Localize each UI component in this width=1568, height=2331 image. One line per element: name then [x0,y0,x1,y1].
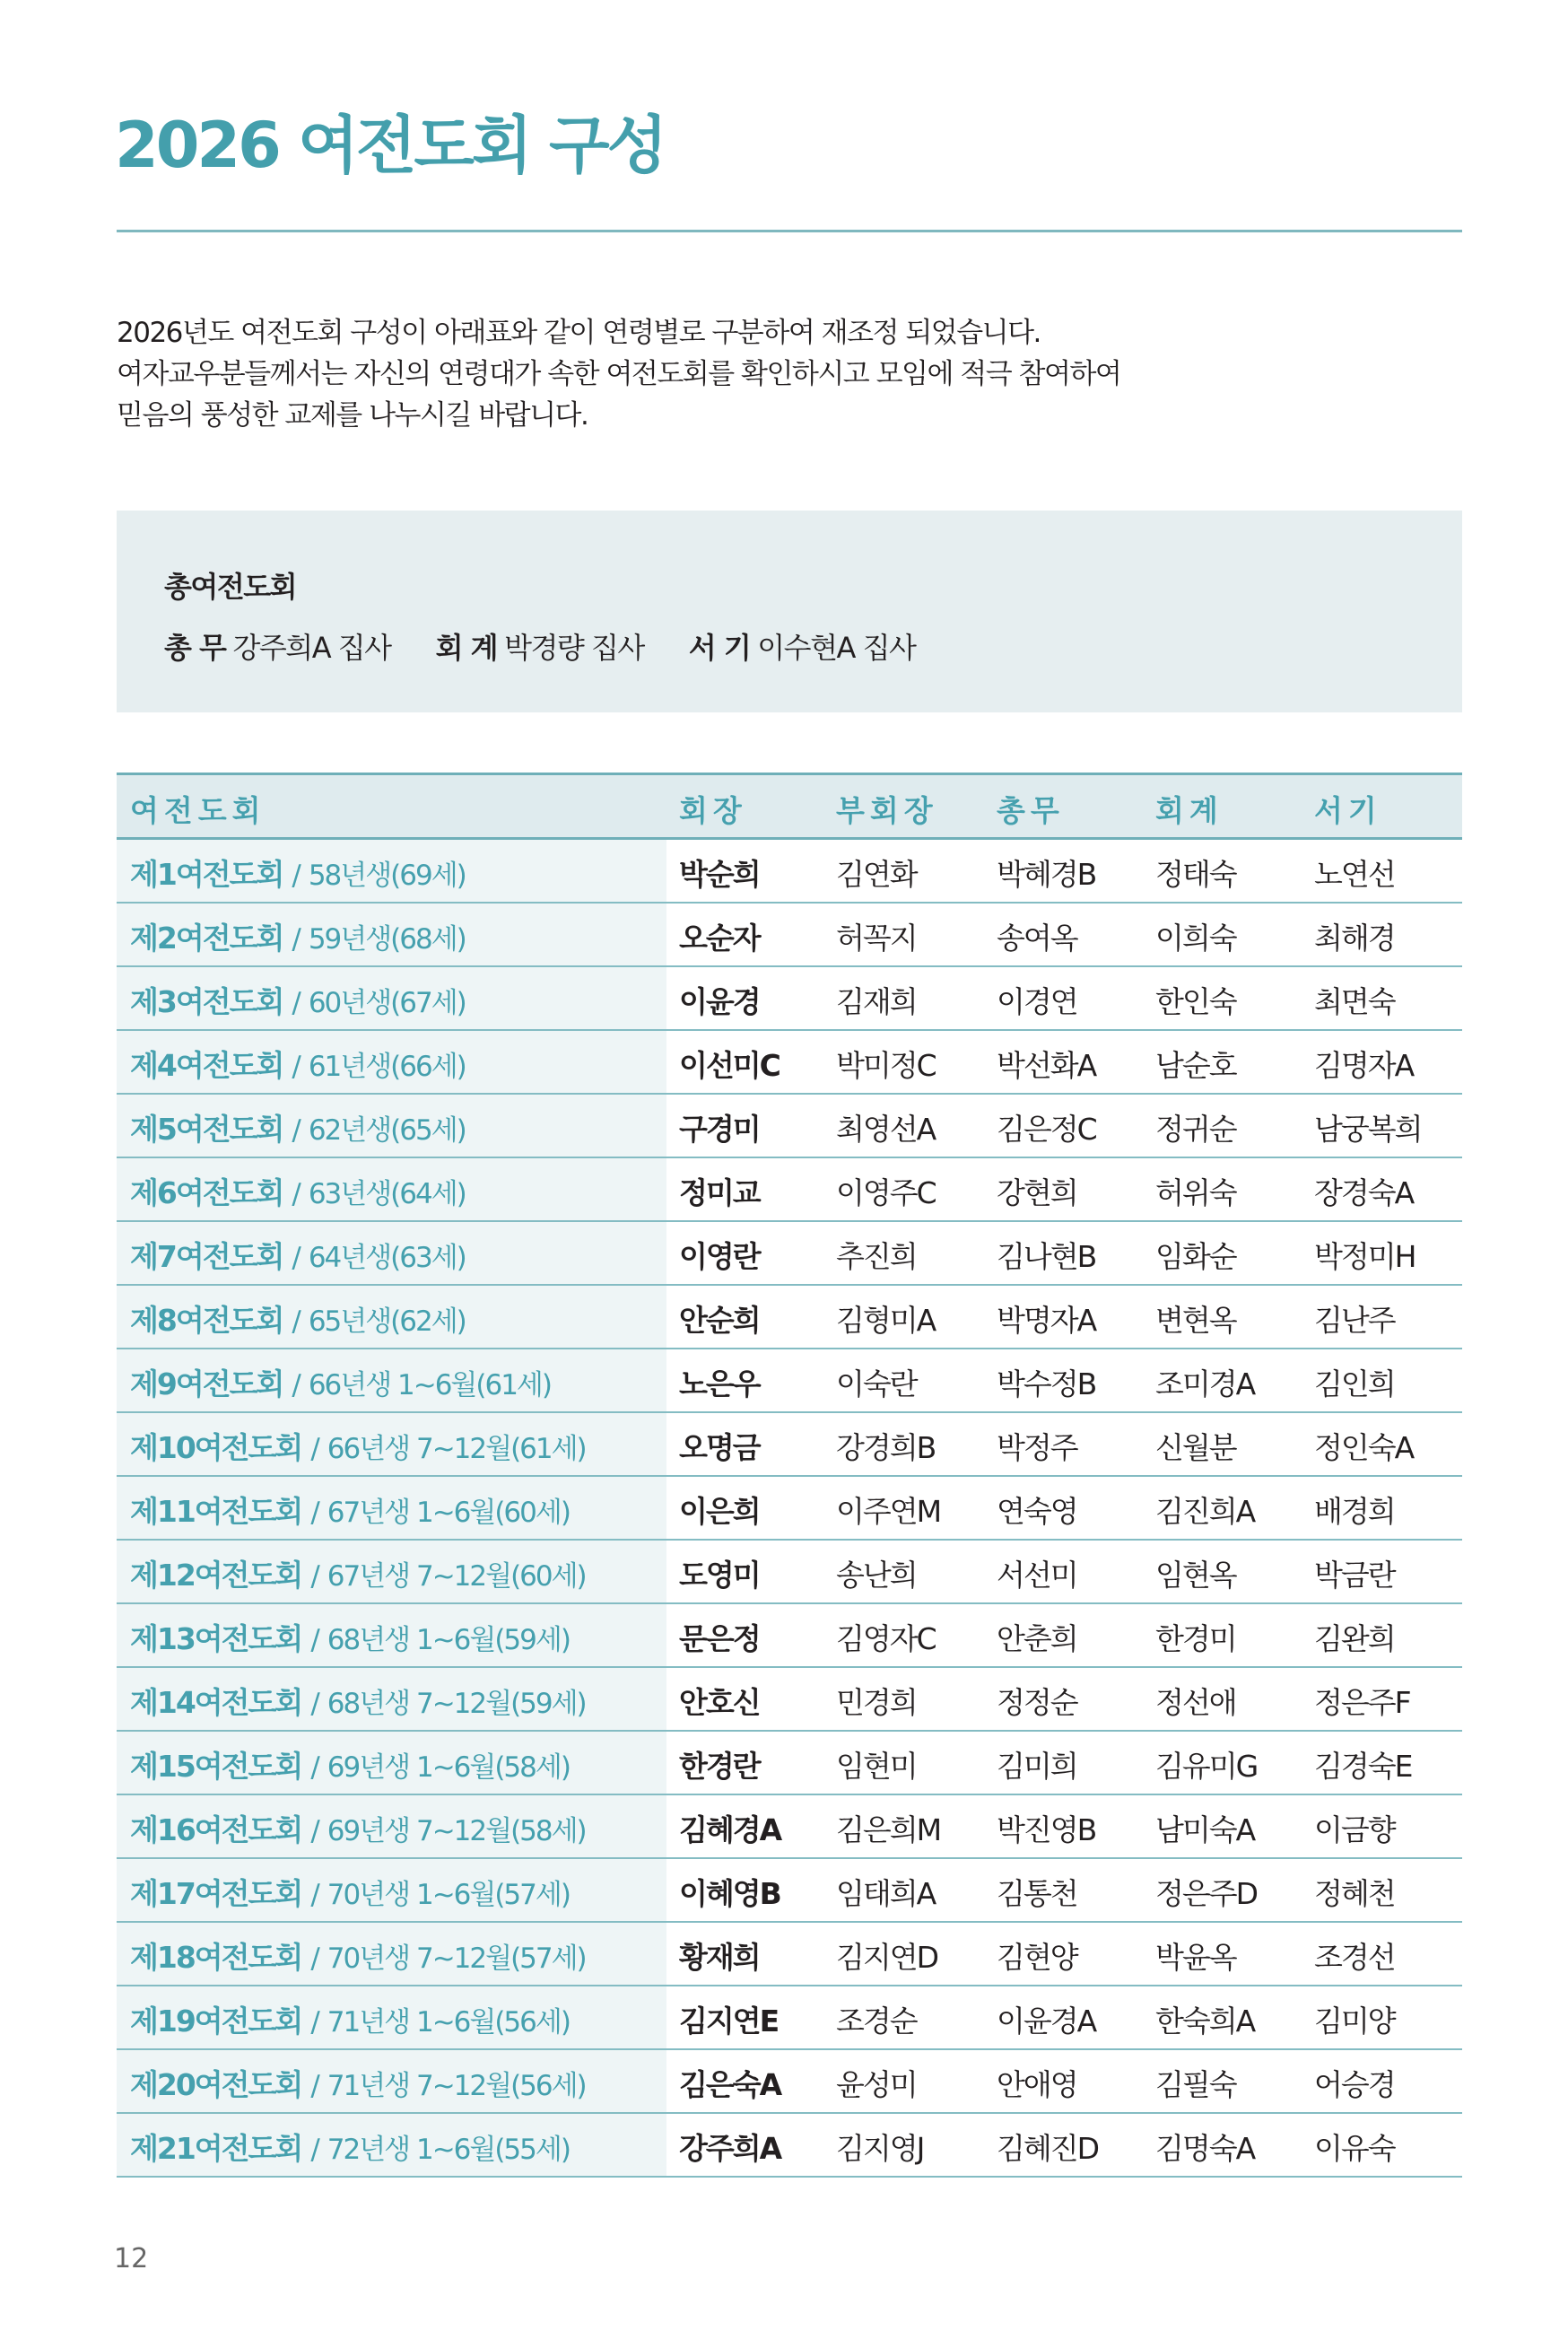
group-cell [130,1297,466,1340]
officer-treasurer [436,625,644,667]
table-row [117,1859,1462,1923]
general-committee-box [117,511,1462,712]
vice-president-cell: 김은희M [836,1812,941,1847]
president-cell: 도영미 [679,1558,760,1593]
table-row [117,1668,1462,1732]
group-birth-range: 62년생(65세) [308,1114,466,1147]
general-affairs-cell: 이윤경A [997,2004,1096,2039]
general-affairs-cell: 박명자A [997,1303,1096,1338]
table-row [117,1986,1462,2050]
group-birth-range: 69년생 1~6월(58세) [327,1751,570,1784]
group-separator: / [310,1688,318,1720]
group-separator: / [310,1433,318,1465]
president-cell: 이영란 [679,1239,760,1274]
secretary-cell: 김인희 [1314,1366,1395,1401]
general-affairs-cell: 김현양 [997,1940,1077,1975]
officer-role: 회 계 [435,631,498,665]
president-cell: 이윤경 [679,984,760,1019]
treasurer-cell: 한인숙 [1155,984,1236,1019]
treasurer-cell: 남미숙A [1155,1812,1255,1847]
group-cell [130,1425,586,1467]
group-separator: / [310,1815,318,1847]
group-separator: / [292,923,300,956]
vice-president-cell: 김재희 [836,984,917,1019]
general-affairs-cell: 김혜진D [997,2131,1099,2166]
header-vice-president: 부회장 [836,793,938,828]
group-separator: / [292,1242,300,1274]
group-birth-range: 64년생(63세) [308,1242,466,1274]
group-name: 제12여전도회 [130,1558,302,1593]
group-cell [130,1489,570,1531]
group-birth-range: 61년생(66세) [308,1051,466,1083]
group-cell [130,1552,586,1594]
table-row [117,1923,1462,1986]
secretary-cell: 김난주 [1314,1303,1395,1338]
general-affairs-cell: 정정순 [997,1685,1077,1720]
secretary-cell: 어승경 [1314,2067,1395,2102]
president-cell: 김지연E [679,2004,779,2039]
table-row [117,1477,1462,1541]
treasurer-cell: 임현옥 [1155,1558,1236,1593]
general-affairs-cell: 송여옥 [997,921,1077,956]
vice-president-cell: 김지연D [836,1940,938,1975]
committee-table [117,773,1462,2178]
general-affairs-cell: 김통천 [997,1876,1077,1911]
officer-name: 강주희A 집사 [232,631,391,665]
group-birth-range: 68년생 1~6월(59세) [327,1624,570,1656]
group-separator: / [310,2070,318,2102]
officer-role: 총 무 [164,631,226,665]
vice-president-cell: 강경희B [836,1430,936,1465]
vice-president-cell: 박미정C [836,1048,936,1083]
table-row [117,1604,1462,1668]
group-separator: / [292,860,300,892]
general-affairs-cell: 김나현B [997,1239,1096,1274]
president-cell: 황재희 [679,1940,760,1975]
president-cell: 박순희 [679,857,760,892]
treasurer-cell: 김유미G [1155,1749,1258,1784]
treasurer-cell: 정은주D [1155,1876,1258,1911]
president-cell: 정미교 [679,1175,760,1210]
group-cell [130,1361,551,1403]
general-affairs-cell: 박선화A [997,1048,1096,1083]
officer-name: 이수현A 집사 [757,631,916,665]
table-row [117,1158,1462,1222]
group-name: 제1여전도회 [130,857,283,892]
officer-general [164,625,391,667]
vice-president-cell: 조경순 [836,2004,917,2039]
vice-president-cell: 임현미 [836,1749,917,1784]
table-row [117,1541,1462,1604]
treasurer-cell: 박윤옥 [1155,1940,1236,1975]
secretary-cell: 장경숙A [1314,1175,1414,1210]
general-affairs-cell: 이경연 [997,984,1077,1019]
treasurer-cell: 정태숙 [1155,857,1236,892]
group-birth-range: 70년생 1~6월(57세) [327,1879,570,1911]
table-row [117,967,1462,1031]
group-birth-range: 58년생(69세) [308,860,466,892]
group-name: 제19여전도회 [130,2004,302,2039]
treasurer-cell: 한숙희A [1155,2004,1255,2039]
page-number: 12 [114,2243,149,2274]
president-cell: 안순희 [679,1303,760,1338]
treasurer-cell: 한경미 [1155,1621,1236,1656]
table-row [117,1413,1462,1477]
secretary-cell: 김완희 [1314,1621,1395,1656]
group-separator: / [310,1879,318,1911]
table-row [117,1732,1462,1795]
president-cell: 김은숙A [679,2067,781,2102]
treasurer-cell: 김진희A [1155,1494,1255,1529]
vice-president-cell: 이영주C [836,1175,936,1210]
group-separator: / [310,2006,318,2039]
officer-secretary [689,625,916,667]
group-cell [130,851,466,894]
group-name: 제2여전도회 [130,921,283,956]
table-row [117,840,1462,904]
intro-line: 2026년도 여전도회 구성이 아래표와 같이 연령별로 구분하여 재조정 되었습니다. [117,317,1041,349]
general-affairs-cell: 박정주 [997,1430,1077,1465]
group-separator: / [310,2134,318,2166]
group-name: 제13여전도회 [130,1621,302,1656]
general-affairs-cell: 안애영 [997,2067,1077,2102]
president-cell: 노은우 [679,1366,760,1401]
group-name: 제18여전도회 [130,1940,302,1975]
group-cell [130,2126,570,2168]
group-separator: / [292,1178,300,1210]
treasurer-cell: 이희숙 [1155,921,1236,956]
table-row [117,1095,1462,1158]
secretary-cell: 김경숙E [1314,1749,1412,1784]
vice-president-cell: 김지영J [836,2131,924,2166]
group-separator: / [292,1305,300,1338]
treasurer-cell: 신월분 [1155,1430,1236,1465]
president-cell: 안호신 [679,1685,760,1720]
treasurer-cell: 조미경A [1155,1366,1255,1401]
general-affairs-cell: 박수정B [997,1366,1096,1401]
table-row [117,1349,1462,1413]
table-row [117,1286,1462,1349]
group-cell [130,915,466,957]
group-birth-range: 69년생 7~12월(58세) [327,1815,586,1847]
general-affairs-cell: 서선미 [997,1558,1077,1593]
secretary-cell: 정은주F [1314,1685,1410,1720]
page-title: 2026 여전도회 구성 [115,109,666,182]
group-cell [130,979,466,1021]
group-name: 제17여전도회 [130,1876,302,1911]
group-name: 제15여전도회 [130,1749,302,1784]
general-affairs-cell: 연숙영 [997,1494,1077,1529]
president-cell: 이혜영B [679,1876,780,1911]
group-name: 제10여전도회 [130,1430,302,1465]
general-affairs-cell: 박진영B [997,1812,1096,1847]
vice-president-cell: 송난희 [836,1558,917,1593]
vice-president-cell: 허꼭지 [836,921,917,956]
header-treasurer: 회계 [1155,793,1224,828]
group-birth-range: 63년생(64세) [308,1178,466,1210]
group-name: 제16여전도회 [130,1812,302,1847]
treasurer-cell: 허위숙 [1155,1175,1236,1210]
general-affairs-cell: 박혜경B [997,857,1096,892]
summary-officers [164,625,915,667]
group-cell [130,2062,586,2104]
secretary-cell: 정인숙A [1314,1430,1414,1465]
header-group: 여전도회 [130,793,266,828]
secretary-cell: 최해경 [1314,921,1395,956]
general-affairs-cell: 김은정C [997,1112,1096,1147]
table-row [117,1031,1462,1095]
president-cell: 이선미C [679,1048,780,1083]
group-cell [130,1998,570,2040]
secretary-cell: 배경희 [1314,1494,1395,1529]
group-birth-range: 71년생 7~12월(56세) [327,2070,586,2102]
group-cell [130,1170,466,1212]
group-cell [130,1234,466,1276]
vice-president-cell: 이숙란 [836,1366,917,1401]
group-cell [130,1743,570,1785]
group-name: 제11여전도회 [130,1494,302,1529]
group-birth-range: 71년생 1~6월(56세) [327,2006,570,2039]
secretary-cell: 이금향 [1314,1812,1395,1847]
vice-president-cell: 김형미A [836,1303,936,1338]
group-separator: / [310,1497,318,1529]
vice-president-cell: 최영선A [836,1112,936,1147]
group-name: 제4여전도회 [130,1048,283,1083]
group-separator: / [310,1560,318,1593]
group-birth-range: 70년생 7~12월(57세) [327,1942,586,1975]
officer-name: 박경량 집사 [504,631,644,665]
vice-president-cell: 민경희 [836,1685,917,1720]
president-cell: 김혜경A [679,1812,781,1847]
group-separator: / [292,987,300,1019]
table-row [117,2050,1462,2114]
group-cell [130,1106,466,1148]
treasurer-cell: 임화순 [1155,1239,1236,1274]
president-cell: 오순자 [679,921,760,956]
title-divider [117,230,1462,232]
treasurer-cell: 김명숙A [1155,2131,1255,2166]
intro-line: 믿음의 풍성한 교제를 나누시길 바랍니다. [117,399,588,432]
table-body [117,840,1462,2178]
group-name: 제9여전도회 [130,1366,283,1401]
secretary-cell: 노연선 [1314,857,1395,892]
group-birth-range: 68년생 7~12월(59세) [327,1688,586,1720]
group-birth-range: 67년생 7~12월(60세) [327,1560,586,1593]
secretary-cell: 이유숙 [1314,2131,1395,2166]
president-cell: 강주희A [679,2131,781,2166]
header-president: 회장 [679,793,747,828]
vice-president-cell: 김연화 [836,857,917,892]
group-separator: / [292,1114,300,1147]
group-name: 제5여전도회 [130,1112,283,1147]
vice-president-cell: 이주연M [836,1494,941,1529]
group-cell [130,1934,586,1977]
vice-president-cell: 임태희A [836,1876,936,1911]
treasurer-cell: 김필숙 [1155,2067,1236,2102]
group-cell [130,1680,586,1722]
group-separator: / [310,1624,318,1656]
group-birth-range: 65년생(62세) [308,1305,466,1338]
group-separator: / [310,1751,318,1784]
group-name: 제8여전도회 [130,1303,283,1338]
group-separator: / [292,1369,300,1401]
secretary-cell: 조경선 [1314,1940,1395,1975]
president-cell: 구경미 [679,1112,760,1147]
secretary-cell: 박정미H [1314,1239,1416,1274]
intro-paragraph [117,312,1462,436]
group-name: 제14여전도회 [130,1685,302,1720]
treasurer-cell: 변현옥 [1155,1303,1236,1338]
vice-president-cell: 김영자C [836,1621,936,1656]
group-separator: / [310,1942,318,1975]
secretary-cell: 김미양 [1314,2004,1395,2039]
general-affairs-cell: 김미희 [997,1749,1077,1784]
secretary-cell: 정혜천 [1314,1876,1395,1911]
treasurer-cell: 남순호 [1155,1048,1236,1083]
table-row [117,1222,1462,1286]
table-row [117,904,1462,967]
group-birth-range: 72년생 1~6월(55세) [327,2134,570,2166]
group-name: 제20여전도회 [130,2067,302,2102]
president-cell: 한경란 [679,1749,760,1784]
officer-role: 서 기 [688,631,751,665]
group-cell [130,1807,586,1849]
intro-line: 여자교우분들께서는 자신의 연령대가 속한 여전도회를 확인하시고 모임에 적극 참여하여 [117,358,1121,390]
summary-title: 총여전도회 [164,570,297,604]
header-general-affairs: 총무 [997,793,1065,828]
group-cell [130,1043,466,1085]
table-row [117,2114,1462,2178]
table-header [117,773,1462,840]
group-name: 제6여전도회 [130,1175,283,1210]
group-name: 제3여전도회 [130,984,283,1019]
table-row [117,1795,1462,1859]
vice-president-cell: 추진희 [836,1239,917,1274]
president-cell: 오명금 [679,1430,760,1465]
secretary-cell: 남궁복희 [1314,1112,1422,1147]
treasurer-cell: 정선애 [1155,1685,1236,1720]
secretary-cell: 박금란 [1314,1558,1395,1593]
president-cell: 이은희 [679,1494,760,1529]
vice-president-cell: 윤성미 [836,2067,917,2102]
group-name: 제7여전도회 [130,1239,283,1274]
group-separator: / [292,1051,300,1083]
president-cell: 문은정 [679,1621,760,1656]
general-affairs-cell: 강현희 [997,1175,1077,1210]
header-secretary: 서기 [1314,793,1382,828]
group-birth-range: 60년생(67세) [308,987,466,1019]
secretary-cell: 김명자A [1314,1048,1414,1083]
group-birth-range: 66년생 1~6월(61세) [308,1369,551,1401]
group-birth-range: 59년생(68세) [308,923,466,956]
group-cell [130,1616,570,1658]
group-cell [130,1871,570,1913]
general-affairs-cell: 안춘희 [997,1621,1077,1656]
group-name: 제21여전도회 [130,2131,302,2166]
group-birth-range: 67년생 1~6월(60세) [327,1497,570,1529]
treasurer-cell: 정귀순 [1155,1112,1236,1147]
secretary-cell: 최면숙 [1314,984,1395,1019]
group-birth-range: 66년생 7~12월(61세) [327,1433,586,1465]
